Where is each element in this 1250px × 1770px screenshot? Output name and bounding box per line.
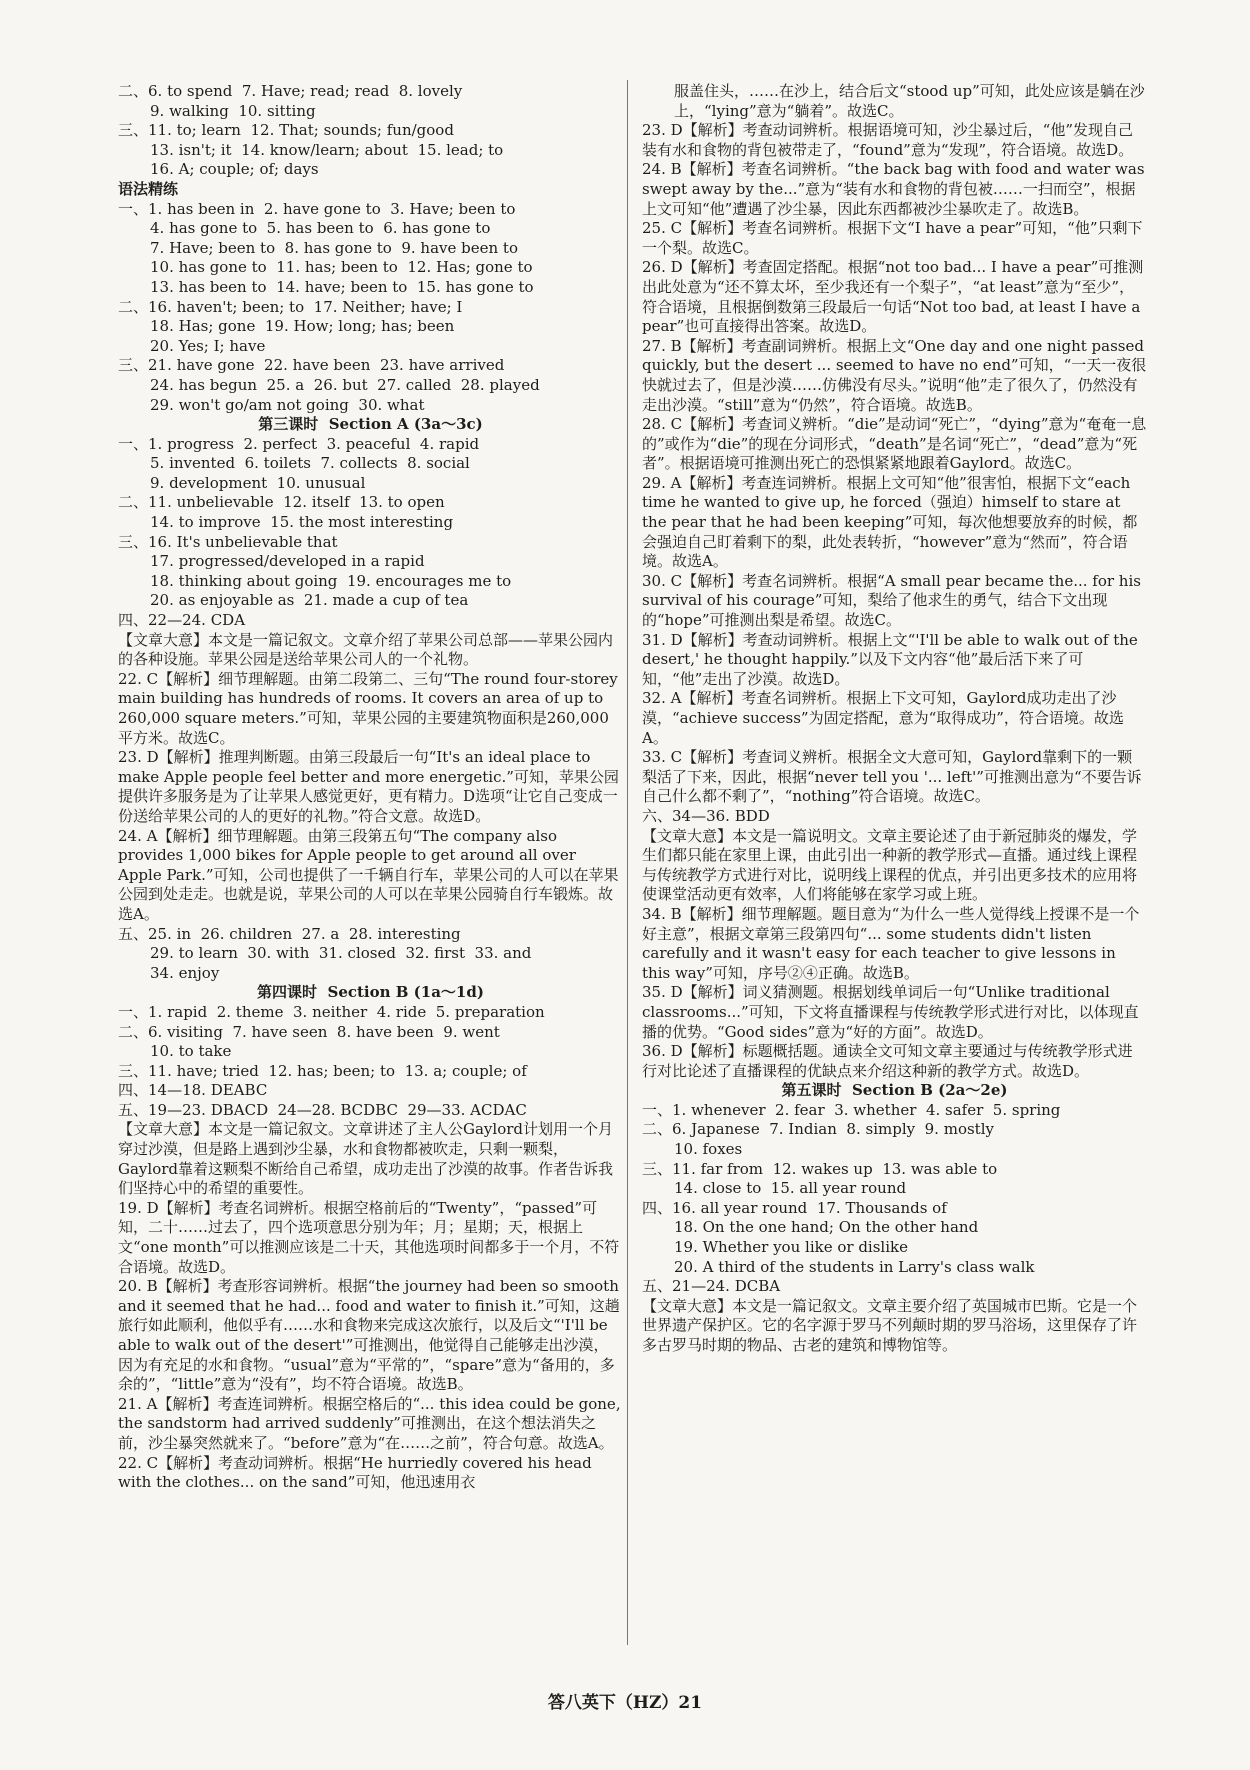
- answer-line: 一、1. whenever 2. fear 3. whether 4. safer 5. spring: [642, 1100, 1061, 1119]
- answer-line: 17. progressed/developed in a rapid: [150, 552, 425, 571]
- answer-line: 四、22—24. CDA: [118, 611, 246, 630]
- answer-line: 23. D【解析】推理判断题。由第三段最后一句“It's an ideal place to make Apple people feel better and more energetic.”可知，苹果公园提供许多服务是为了让苹果人感觉更好，更有精力。D选项“让它自己变成一份送给苹果公司的人的更好的礼物。”符合文意。故选D。: [118, 748, 619, 825]
- answer-line: 【文章大意】本文是一篇说明文。文章主要论述了由于新冠肺炎的爆发，学生们都只能在家里上课，由此引出一种新的教学形式—直播。通过线上课程与传统教学方式进行对比，说明线上课程的优点，并引出更多技术的应用将使课堂活动更有效率，人们将能够在家学习或上班。: [642, 826, 1138, 904]
- answer-line: 20. as enjoyable as 21. made a cup of tea: [150, 591, 469, 610]
- answer-line: 一、1. progress 2. perfect 3. peaceful 4. rapid: [118, 434, 480, 453]
- answer-line: 五、25. in 26. children 27. a 28. interesting: [118, 924, 461, 943]
- answer-line: 【文章大意】本文是一篇记叙文。文章讲述了主人公Gaylord计划用一个月穿过沙漠，但是路上遇到沙尘暴，水和食物都被吹走，只剩一颗梨，Gaylord靠着这颗梨不断给自己希望，成功走出了沙漠的故事。作者告诉我们坚持心中的希望的重要性。: [118, 1120, 614, 1198]
- answer-line: 29. to learn 30. with 31. closed 32. first 33. and: [150, 944, 532, 963]
- answer-line: 36. D【解析】标题概括题。通读全文可知文章主要通过与传统教学形式进行对比论述了直播课程的优缺点来介绍这种新的教学方式。故选D。: [642, 1042, 1133, 1080]
- left-column: [118, 82, 626, 1493]
- answer-line: 19. Whether you like or dislike: [674, 1238, 908, 1257]
- answer-line: 29. A【解析】考查连词辨析。根据上文可知“他”很害怕，根据下文“each time he wanted to give up, he forced（强迫）himself to stare at the pear that he had been keeping”可知，每次他想要放弃的时候，都会强迫自己盯着剩下的梨，此处表转折，“however”意为“然而”，符合语境。故选A。: [642, 473, 1138, 571]
- answer-line: 9. development 10. unusual: [150, 473, 366, 492]
- answer-line: 一、1. has been in 2. have gone to 3. Have; been to: [118, 199, 516, 218]
- answer-line: 三、11. have; tried 12. has; been; to 13. a; couple; of: [118, 1061, 527, 1080]
- answer-line: 18. thinking about going 19. encourages me to: [150, 571, 512, 590]
- section-title: 语法精练: [118, 179, 179, 198]
- page-footer: 答八英下（HZ）21: [547, 1693, 703, 1713]
- answer-line: 18. Has; gone 19. How; long; has; been: [150, 317, 455, 336]
- answer-line: 五、19—23. DBACD 24—28. BCDBC 29—33. ACDAC: [118, 1100, 527, 1119]
- answer-line: 10. foxes: [674, 1140, 743, 1159]
- answer-line: 31. D【解析】考查动词辨析。根据上文“'I'll be able to walk out of the desert,' he thought happily.”以及下文内容“他”最后活下来了可知，“他”走出了沙漠。故选D。: [642, 630, 1143, 688]
- answer-line: 30. C【解析】考查名词辨析。根据“A small pear became the... for his survival of his courage”可知，梨给了他求生的勇气，结合下文出现的“hope”可推测出梨是希望。故选C。: [642, 571, 1146, 630]
- column-divider: [627, 80, 628, 1645]
- answer-line: 服盖住头，……在沙上，结合后文“stood up”可知，此处应该是躺在沙上，“lying”意为“躺着”。故选C。: [674, 82, 1145, 120]
- answer-line: 二、11. unbelievable 12. itself 13. to open: [118, 493, 445, 512]
- answer-line: 三、11. to; learn 12. That; sounds; fun/good: [118, 121, 454, 140]
- answer-line: 【文章大意】本文是一篇记叙文。文章介绍了苹果公司总部——苹果公园内的各种设施。苹果公园是送给苹果公司人的一个礼物。: [118, 630, 614, 669]
- answer-line: 三、11. far from 12. wakes up 13. was able to: [642, 1159, 998, 1178]
- answer-line: 13. has been to 14. have; been to 15. has gone to: [150, 277, 534, 296]
- lesson-heading: 第五课时 Section B (2a～2e): [781, 1081, 1008, 1100]
- answer-line: 五、21—24. DCBA: [642, 1277, 781, 1296]
- answer-line: 32. A【解析】考查名词辨析。根据上下文可知，Gaylord成功走出了沙漠，“achieve success”为固定搭配，意为“取得成功”，符合语境。故选A。: [642, 689, 1124, 747]
- right-column: [642, 82, 1150, 1356]
- answer-line: 二、6. to spend 7. Have; read; read 8. lovely: [118, 82, 463, 100]
- answer-line: 29. won't go/am not going 30. what: [150, 395, 425, 414]
- answer-line: 5. invented 6. toilets 7. collects 8. social: [150, 454, 470, 473]
- answer-line: 六、34—36. BDD: [642, 806, 770, 825]
- answer-line: 24. B【解析】考查名词辨析。“the back bag with food and water was swept away by the...”意为“装有水和食物的背包被……一扫而空”，根据上文可知“他”遭遇了沙尘暴，因此东西都被沙尘暴吹走了。故选B。: [642, 160, 1150, 218]
- answer-line: 22. C【解析】考查动词辨析。根据“He hurriedly covered his head with the clothes... on the sand”可知，他迅速用衣: [118, 1453, 597, 1492]
- answer-line: 四、16. all year round 17. Thousands of: [642, 1198, 947, 1217]
- answer-line: 4. has gone to 5. has been to 6. has gone to: [150, 219, 491, 238]
- answer-line: 二、6. visiting 7. have seen 8. have been 9. went: [118, 1022, 500, 1041]
- lesson-heading: 第三课时 Section A (3a～3c): [258, 415, 483, 434]
- answer-line: 21. A【解析】考查连词辨析。根据空格后的“... this idea could be gone, the sandstorm had arrived suddenly”可推测出，在这个想法消失之前，沙尘暴突然就来了。“before”意为“在……之前”，符合句意。故选A。: [118, 1394, 626, 1452]
- answer-line: 7. Have; been to 8. has gone to 9. have been to: [150, 238, 518, 257]
- answer-line: 9. walking 10. sitting: [150, 101, 316, 120]
- answer-line: 24. A【解析】细节理解题。由第三段第五句“The company also provides 1,000 bikes for Apple people to get around all over Apple Park.”可知，公司也提供了一千辆自行车，苹果公司的人可以在苹果公园到处走走。也就是说，苹果公司的人可以在苹果公园骑自行车锻炼。故选A。: [118, 826, 619, 923]
- answer-line: 20. Yes; I; have: [150, 336, 266, 355]
- answer-line: 19. D【解析】考查名词辨析。根据空格前后的“Twenty”，“passed”可知，二十……过去了，四个选项意思分别为年；月；星期；天，根据上文“one month”可以推测应该是二十天，其他选项时间都多于一个月，不符合语境。故选D。: [118, 1198, 620, 1276]
- answer-line: 35. D【解析】词义猜测题。根据划线单词后一句“Unlike traditional classrooms...”可知，下文将直播课程与传统教学形式进行对比，以体现直播的优势。“Good sides”意为“好的方面”。故选D。: [642, 983, 1139, 1041]
- answer-line: 一、1. rapid 2. theme 3. neither 4. ride 5. preparation: [118, 1002, 545, 1021]
- answer-line: 13. isn't; it 14. know/learn; about 15. lead; to: [150, 140, 504, 159]
- answer-line: 20. A third of the students in Larry's class walk: [674, 1257, 1035, 1276]
- answer-line: 三、21. have gone 22. have been 23. have arrived: [118, 356, 505, 375]
- answer-line: 28. C【解析】考查词义辨析。“die”是动词“死亡”，“dying”意为“奄奄一息的”或作为“die”的现在分词形式，“death”是名词“死亡”，“dead”意为“死者”。根据语境可推测出死亡的恐惧紧紧地跟着Gaylord。故选C。: [642, 415, 1147, 473]
- answer-line: 【文章大意】本文是一篇记叙文。文章主要介绍了英国城市巴斯。它是一个世界遗产保护区。它的名字源于罗马不列颠时期的罗马浴场，这里保存了许多古罗马时期的物品、古老的建筑和博物馆等。: [642, 1296, 1138, 1354]
- answer-line: 14. to improve 15. the most interesting: [150, 513, 454, 532]
- answer-line: 34. B【解析】细节理解题。题目意为“为什么一些人觉得线上授课不是一个好主意”，根据文章第三段第四句“... some students didn't listen carefully and it wasn't easy for each teacher to give lessons in this way”可知，序号②④正确。故选B。: [642, 904, 1140, 982]
- answer-line: 33. C【解析】考查词义辨析。根据全文大意可知，Gaylord靠剩下的一颗梨活了下来，因此，根据“never tell you '... left'”可推测出意为“不要告诉自己什么都不剩了”，“nothing”符合语境。故选C。: [642, 748, 1142, 806]
- answer-line: 20. B【解析】考查形容词辨析。根据“the journey had been so smooth and it seemed that he had... food and water to finish it.”可知，这趟旅行如此顺利，他似乎有……水和食物来完成这次旅行，以及后文“'I'll be able to walk out of the desert'”可推测出，他觉得自己能够走出沙漠，因为有充足的水和食物。“usual”意为“平常的”，“spare”意为“备用的，多余的”，“little”意为“没有”，均不符合语境。故选B。: [118, 1277, 624, 1394]
- answer-line: 26. D【解析】考查固定搭配。根据“not too bad... I have a pear”可推测出此处意为“还不算太坏，至少我还有一个梨子”，“at least”意为“至少”，符合语境，且根据倒数第三段最后一句话“Not too bad, at least I have a pear”也可直接得出答案。故选D。: [642, 258, 1146, 336]
- answer-line: 24. has begun 25. a 26. but 27. called 28. played: [150, 375, 540, 394]
- answer-line: 三、16. It's unbelievable that: [118, 532, 338, 551]
- lesson-heading: 第四课时 Section B (1a～1d): [257, 983, 484, 1002]
- answer-line: 27. B【解析】考查副词辨析。根据上文“One day and one night passed quickly, but the desert ... seemed to have no end”可知，“一天一夜很快就过去了，但是沙漠……仿佛没有尽头。”说明“他”走了很久了，仍然没有走出沙漠。“still”意为“仍然”，符合语境。故选B。: [642, 336, 1149, 414]
- answer-line: 34. enjoy: [150, 963, 220, 982]
- answer-line: 四、14—18. DEABC: [118, 1081, 268, 1100]
- answer-line: 22. C【解析】细节理解题。由第二段第二、三句“The round four-storey main building has hundreds of rooms. It covers an area of up to 260,000 square meters.”可知，苹果公园的主要建筑物面积是260,000平方米。故选C。: [118, 669, 623, 747]
- answer-line: 18. On the one hand; On the other hand: [674, 1218, 979, 1237]
- answer-line: 二、6. Japanese 7. Indian 8. simply 9. mostly: [642, 1120, 994, 1139]
- answer-line: 14. close to 15. all year round: [674, 1179, 907, 1198]
- answer-line: 23. D【解析】考查动词辨析。根据语境可知，沙尘暴过后，“他”发现自己装有水和食物的背包被带走了，“found”意为“发现”，符合语境。故选D。: [642, 121, 1134, 159]
- answer-line: 10. has gone to 11. has; been to 12. Has; gone to: [150, 258, 533, 277]
- answer-line: 16. A; couple; of; days: [150, 160, 319, 179]
- answer-line: 25. C【解析】考查名词辨析。根据下文“I have a pear”可知，“他”只剩下一个梨。故选C。: [642, 219, 1143, 257]
- answer-line: 10. to take: [150, 1042, 232, 1061]
- answer-line: 二、16. haven't; been; to 17. Neither; have; I: [118, 297, 463, 316]
